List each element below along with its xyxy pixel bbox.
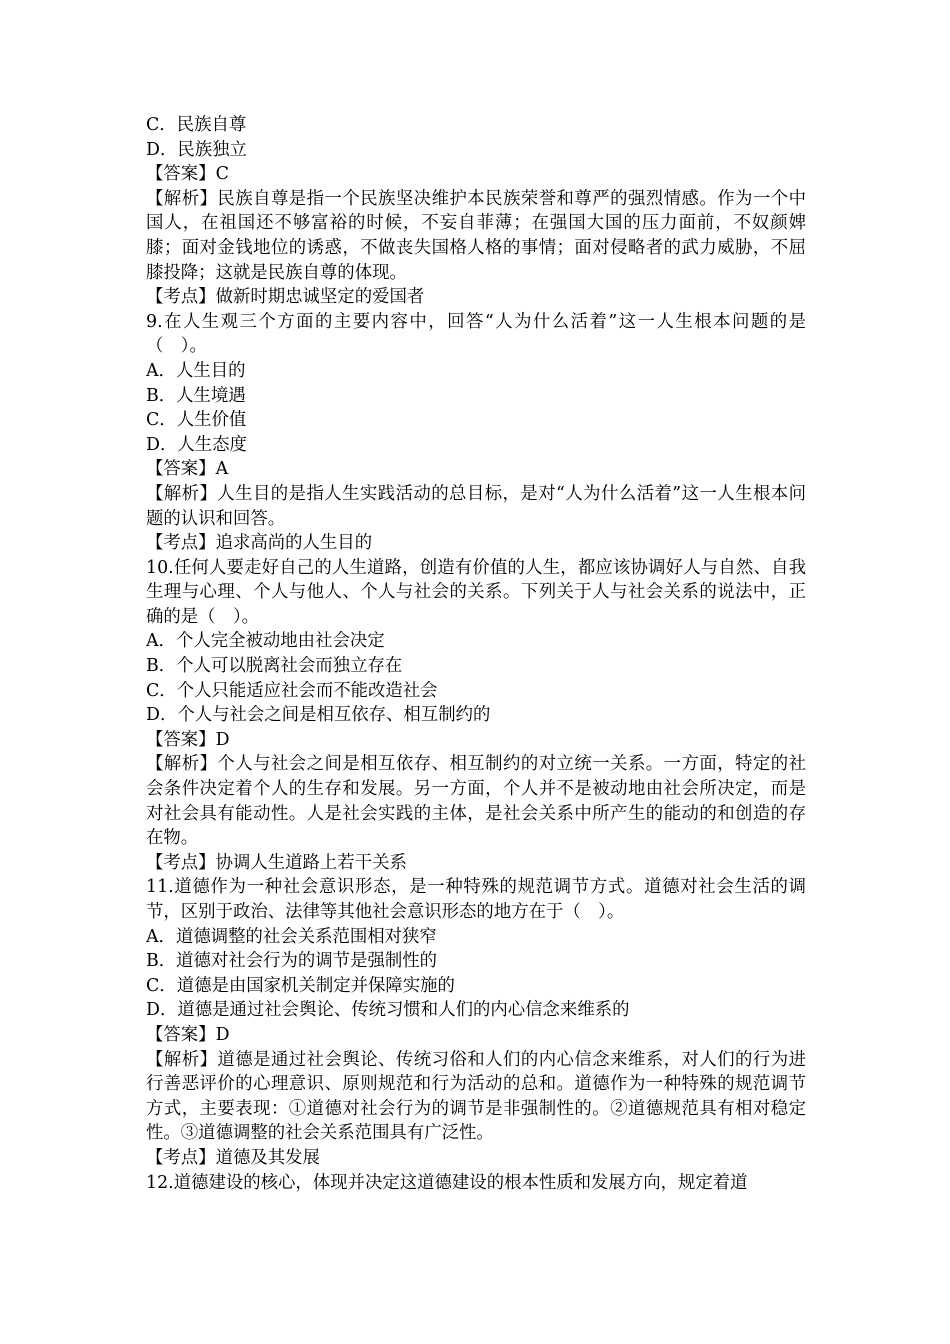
q11-analysis: 【解析】道德是通过社会舆论、传统习俗和人们的内心信念来维系，对人们的行为进行善恶评价的心理意识、原则规范和行为活动的总和。道德作为一种特殊的规范调节方式，主要表现：①道德对社会行为的调节是非强制性的。②道德规范具有相对稳定性。③道德调整的社会关系范围具有广泛性。 bbox=[146, 1049, 806, 1144]
q8-answer: 【答案】C bbox=[146, 164, 229, 185]
q9-answer: 【答案】A bbox=[146, 459, 229, 480]
q10-answer: 【答案】D bbox=[146, 729, 230, 750]
q11-option-d: D．道德是通过社会舆论、传统习惯和人们的内心信念来维系的 bbox=[146, 1000, 630, 1021]
q10-topic: 【考点】协调人生道路上若干关系 bbox=[146, 852, 407, 873]
q11-question: 11.道德作为一种社会意识形态，是一种特殊的规范调节方式。道德对社会生活的调节，区别于政治、法律等其他社会意识形态的地方在于（ ）。 bbox=[146, 877, 806, 922]
q11-answer: 【答案】D bbox=[146, 1024, 230, 1045]
q10-option-d: D．个人与社会之间是相互依存、相互制约的 bbox=[146, 705, 491, 726]
q8-analysis: 【解析】民族自尊是指一个民族坚决维护本民族荣誉和尊严的强烈情感。作为一个中国人，在祖国还不够富裕的时候，不妄自菲薄；在强国大国的压力面前，不奴颜婢膝；面对金钱地位的诱惑，不做丧失国格人格的事情；面对侵略者的武力威胁，不屈膝投降；这就是民族自尊的体现。 bbox=[146, 188, 806, 283]
q11-option-b: B．道德对社会行为的调节是强制性的 bbox=[146, 951, 438, 972]
document-body bbox=[146, 113, 806, 1195]
q10-question: 10.任何人要走好自己的人生道路，创造有价值的人生，都应该协调好人与自然、自我生理与心理、个人与他人、个人与社会的关系。下列关于人与社会关系的说法中，正确的是（ ）。 bbox=[146, 557, 806, 627]
q10-analysis: 【解析】个人与社会之间是相互依存、相互制约的对立统一关系。一方面，特定的社会条件决定着个人的生存和发展。另一方面，个人并不是被动地由社会所决定，而是对社会具有能动性。人是社会实践的主体，是社会关系中所产生的能动的和创造的存在物。 bbox=[146, 754, 806, 849]
q11-topic: 【考点】道德及其发展 bbox=[146, 1147, 320, 1168]
q9-analysis: 【解析】人生目的是指人生实践活动的总目标，是对“人为什么活着”这一人生根本问题的认识和回答。 bbox=[146, 483, 806, 529]
q11-option-c: C．道德是由国家机关制定并保障实施的 bbox=[146, 975, 455, 996]
q9-question: 9.在人生观三个方面的主要内容中，回答“人为什么活着”这一人生根本问题的是（ ）。 bbox=[146, 311, 806, 357]
q11-option-a: A．道德调整的社会关系范围相对狭窄 bbox=[146, 926, 437, 947]
q10-option-a: A．个人完全被动地由社会决定 bbox=[146, 631, 385, 652]
q9-topic: 【考点】追求高尚的人生目的 bbox=[146, 533, 373, 554]
q10-option-b: B．个人可以脱离社会而独立存在 bbox=[146, 656, 403, 677]
q8-option-d: D．民族独立 bbox=[146, 139, 247, 160]
q10-option-c: C．个人只能适应社会而不能改造社会 bbox=[146, 680, 438, 701]
q8-topic: 【考点】做新时期忠诚坚定的爱国者 bbox=[146, 287, 425, 308]
q9-option-b: B．人生境遇 bbox=[146, 385, 246, 406]
q9-option-a: A．人生目的 bbox=[146, 360, 246, 381]
q8-option-c: C．民族自尊 bbox=[146, 115, 247, 135]
q9-option-c: C．人生价值 bbox=[146, 410, 247, 431]
q12-question-start: 12.道德建设的核心，体现并决定这道德建设的根本性质和发展方向，规定着道 bbox=[146, 1172, 748, 1193]
q9-option-d: D．人生态度 bbox=[146, 434, 247, 455]
